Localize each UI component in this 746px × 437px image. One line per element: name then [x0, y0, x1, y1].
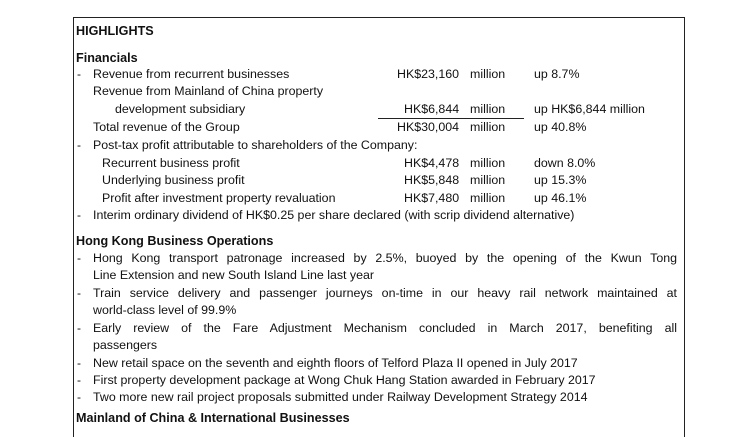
row-label: Underlying business profit: [102, 173, 245, 187]
bullet-dash: -: [77, 321, 81, 335]
bullet-dash: -: [77, 251, 81, 265]
bullet-dash: -: [77, 390, 81, 404]
row-change: up 40.8%: [534, 120, 587, 134]
row-change: up HK$6,844 million: [534, 102, 645, 116]
row-amount: HK$23,160: [397, 67, 460, 81]
bullet-dash: -: [77, 138, 81, 152]
page-title: HIGHLIGHTS: [76, 24, 154, 38]
subtotal-rule: [378, 118, 524, 119]
row-change: up 46.1%: [534, 191, 587, 205]
bullet-dash: -: [77, 67, 81, 81]
row-label: Profit after investment property revaluation: [102, 191, 336, 205]
row-amount: HK$6,844: [404, 102, 460, 116]
row-label: Recurrent business profit: [102, 156, 240, 170]
row-unit: million: [470, 156, 506, 170]
bullet-text-continued: Line Extension and new South Island Line last year: [93, 268, 375, 282]
row-unit: million: [470, 120, 506, 134]
row-change: down 8.0%: [534, 156, 596, 170]
row-amount: HK$7,480: [404, 191, 460, 205]
row-label-continued: development subsidiary: [115, 102, 246, 116]
row-change: up 15.3%: [534, 173, 587, 187]
row-label: Revenue from recurrent businesses: [93, 67, 290, 81]
bullet-text: Hong Kong transport patronage increased by 2.5%, buoyed by the opening of the Kwun Tong: [93, 251, 677, 265]
row-label: Revenue from Mainland of China property: [93, 84, 324, 98]
row-unit: million: [470, 102, 506, 116]
section-heading-mainland-international: Mainland of China & International Businesses: [76, 411, 350, 425]
bullet-text-continued: world-class level of 99.9%: [93, 303, 237, 317]
row-unit: million: [470, 173, 506, 187]
bullet-dash: -: [77, 208, 81, 222]
bullet-text: Two more new rail project proposals submitted under Railway Development Strategy 2014: [93, 390, 588, 404]
row-label: Total revenue of the Group: [93, 120, 240, 134]
profit-heading: Post-tax profit attributable to shareholders of the Company:: [93, 138, 418, 152]
section-heading-hk-operations: Hong Kong Business Operations: [76, 234, 274, 248]
bullet-dash: -: [77, 356, 81, 370]
bullet-dash: -: [77, 286, 81, 300]
bullet-text: First property development package at Wong Chuk Hang Station awarded in February 2017: [93, 373, 596, 387]
bullet-text: Train service delivery and passenger journeys on-time in our heavy rail network maintained at: [93, 286, 677, 300]
bullet-text-continued: passengers: [93, 338, 158, 352]
bullet-dash: -: [77, 373, 81, 387]
dividend-text: Interim ordinary dividend of HK$0.25 per share declared (with scrip dividend alternative): [93, 208, 575, 222]
bullet-text: Early review of the Fare Adjustment Mechanism concluded in March 2017, benefiting all: [93, 321, 677, 335]
row-unit: million: [470, 67, 506, 81]
row-amount: HK$5,848: [404, 173, 460, 187]
row-amount: HK$4,478: [404, 156, 460, 170]
row-amount: HK$30,004: [397, 120, 460, 134]
bullet-text: New retail space on the seventh and eighth floors of Telford Plaza II opened in July 2017: [93, 356, 578, 370]
section-heading-financials: Financials: [76, 51, 138, 65]
row-change: up 8.7%: [534, 67, 580, 81]
row-unit: million: [470, 191, 506, 205]
